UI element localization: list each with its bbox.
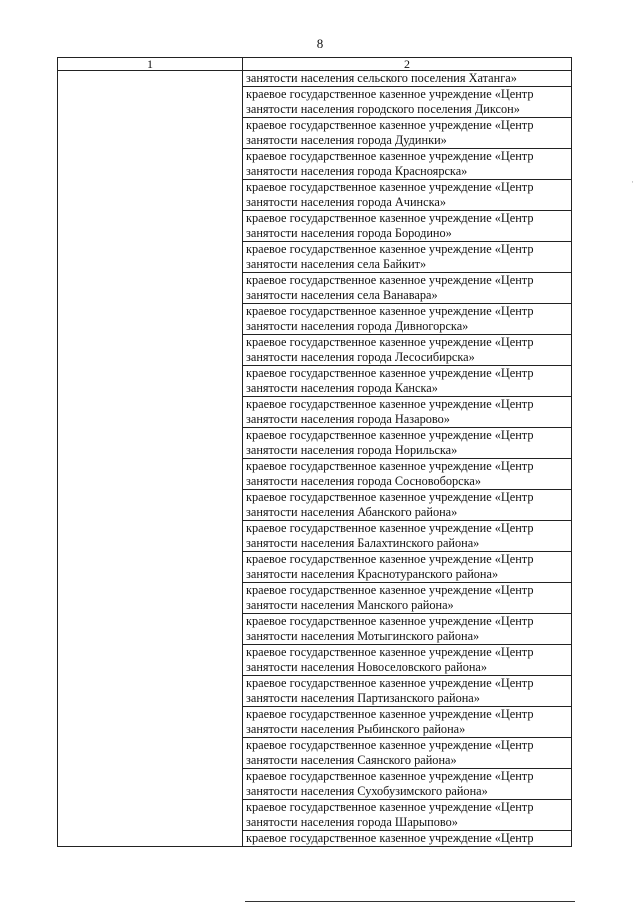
table-header — [58, 58, 572, 71]
institution-cell: краевое государственное казенное учреждение «Центр занятости населения города Канска» — [243, 366, 572, 397]
institution-cell: краевое государственное казенное учреждение «Центр занятости населения Саянского района» — [243, 738, 572, 769]
institutions-table — [57, 57, 572, 847]
institution-cell: краевое государственное казенное учреждение «Центр занятости населения города Норильска» — [243, 428, 572, 459]
institution-cell: краевое государственное казенное учреждение «Центр занятости населения города Дивногорска» — [243, 304, 572, 335]
header-row — [58, 58, 572, 71]
institution-cell: краевое государственное казенное учреждение «Центр занятости населения села Ванавара» — [243, 273, 572, 304]
institution-cell: краевое государственное казенное учреждение «Центр занятости населения городского поселения Диксон» — [243, 87, 572, 118]
institution-cell: краевое государственное казенное учреждение «Центр занятости населения города Лесосибирска» — [243, 335, 572, 366]
institution-cell: краевое государственное казенное учреждение «Центр занятости населения Партизанского района» — [243, 676, 572, 707]
table-body — [58, 71, 572, 847]
column-header-1: 1 — [58, 58, 243, 71]
institution-cell: краевое государственное казенное учреждение «Центр занятости населения села Байкит» — [243, 242, 572, 273]
institution-cell: краевое государственное казенное учреждение «Центр занятости населения города Шарыпово» — [243, 800, 572, 831]
margin-mark: · — [631, 177, 634, 187]
institution-cell: краевое государственное казенное учреждение «Центр занятости населения Рыбинского района» — [243, 707, 572, 738]
institution-cell: краевое государственное казенное учреждение «Центр занятости населения города Красноярска» — [243, 149, 572, 180]
bottom-rule — [245, 901, 575, 902]
institution-cell: краевое государственное казенное учреждение «Центр занятости населения города Бородино» — [243, 211, 572, 242]
institution-cell: краевое государственное казенное учреждение «Центр занятости населения города Назарово» — [243, 397, 572, 428]
institution-cell: краевое государственное казенное учреждение «Центр занятости населения города Ачинска» — [243, 180, 572, 211]
institution-cell: занятости населения сельского поселения Хатанга» — [243, 71, 572, 87]
institution-cell: краевое государственное казенное учреждение «Центр занятости населения Сухобузимского района» — [243, 769, 572, 800]
institution-cell: краевое государственное казенное учреждение «Центр занятости населения Новоселовского района» — [243, 645, 572, 676]
column-header-2: 2 — [243, 58, 572, 71]
institution-cell: краевое государственное казенное учреждение «Центр занятости населения Краснотуранского района» — [243, 552, 572, 583]
institution-cell: краевое государственное казенное учреждение «Центр занятости населения Манского района» — [243, 583, 572, 614]
institution-cell: краевое государственное казенное учреждение «Центр занятости населения города Сосновоборска» — [243, 459, 572, 490]
institution-cell: краевое государственное казенное учреждение «Центр занятости населения Абанского района» — [243, 490, 572, 521]
column-1-cell — [58, 71, 243, 847]
institution-cell: краевое государственное казенное учреждение «Центр — [243, 831, 572, 847]
institution-cell: краевое государственное казенное учреждение «Центр занятости населения города Дудинки» — [243, 118, 572, 149]
table-row — [58, 71, 572, 87]
institution-cell: краевое государственное казенное учреждение «Центр занятости населения Мотыгинского района» — [243, 614, 572, 645]
page-number: 8 — [316, 36, 324, 51]
institution-cell: краевое государственное казенное учреждение «Центр занятости населения Балахтинского района» — [243, 521, 572, 552]
